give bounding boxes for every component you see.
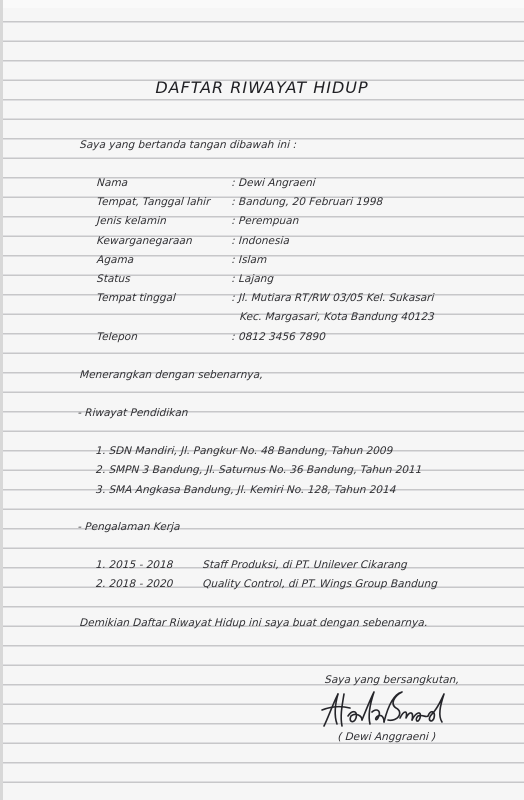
handwritten-signature [318,688,450,732]
label-telepon: Telepon [96,331,139,343]
value-telepon: : 0812 3456 7890 [231,331,327,343]
label-kewarganegaraan: Kewarganegaraan [96,235,193,247]
education-item: 1. SDN Mandiri, Jl. Pangkur No. 48 Bandung, Tahun 2009 [95,445,394,457]
value-tempat-tinggal: : Jl. Mutiara RT/RW 03/05 Kel. Sukasari [231,292,435,304]
statement-text: Menerangkan dengan sebenarnya, [79,369,264,381]
education-item: 2. SMPN 3 Bandung, Jl. Saturnus No. 36 Bandung, Tahun 2011 [95,464,423,476]
value-agama: : Islam [231,254,268,266]
value-kewarganegaraan: : Indonesia [231,235,291,247]
label-ttl: Tempat, Tanggal lahir [96,196,211,208]
label-jenis-kelamin: Jenis kelamin [96,215,168,227]
value-status: : Lajang [231,273,275,285]
signoff-text: Saya yang bersangkutan, [324,674,460,686]
label-agama: Agama [96,254,135,266]
work-role: Quality Control, di PT. Wings Group Bandung [202,578,439,590]
signer-name: ( Dewi Anggraeni ) [337,731,437,743]
value-tempat-tinggal-line2: Kec. Margasari, Kota Bandung 40123 [239,311,436,323]
work-role: Staff Produksi, di PT. Unilever Cikarang [202,559,408,571]
education-heading: - Riwayat Pendidikan [77,407,189,419]
closing-text: Demikian Daftar Riwayat Hidup ini saya buat dengan sebenarnya. [79,617,429,629]
education-item: 3. SMA Angkasa Bandung, Jl. Kemiri No. 128, Tahun 2014 [95,484,397,496]
intro-text: Saya yang bertanda tangan dibawah ini : [79,139,298,151]
work-heading: - Pengalaman Kerja [77,521,181,533]
value-ttl: : Bandung, 20 Februari 1998 [231,196,384,208]
value-jenis-kelamin: : Perempuan [231,215,300,227]
work-period: 1. 2015 - 2018 [95,559,174,571]
label-status: Status [96,273,131,285]
document-title: DAFTAR RIWAYAT HIDUP [155,78,369,97]
paper-top-margin [0,0,524,8]
label-nama: Nama [96,177,129,189]
label-tempat-tinggal: Tempat tinggal [96,292,177,304]
work-period: 2. 2018 - 2020 [95,578,174,590]
paper-left-edge [0,0,3,800]
value-nama: : Dewi Angraeni [231,177,316,189]
